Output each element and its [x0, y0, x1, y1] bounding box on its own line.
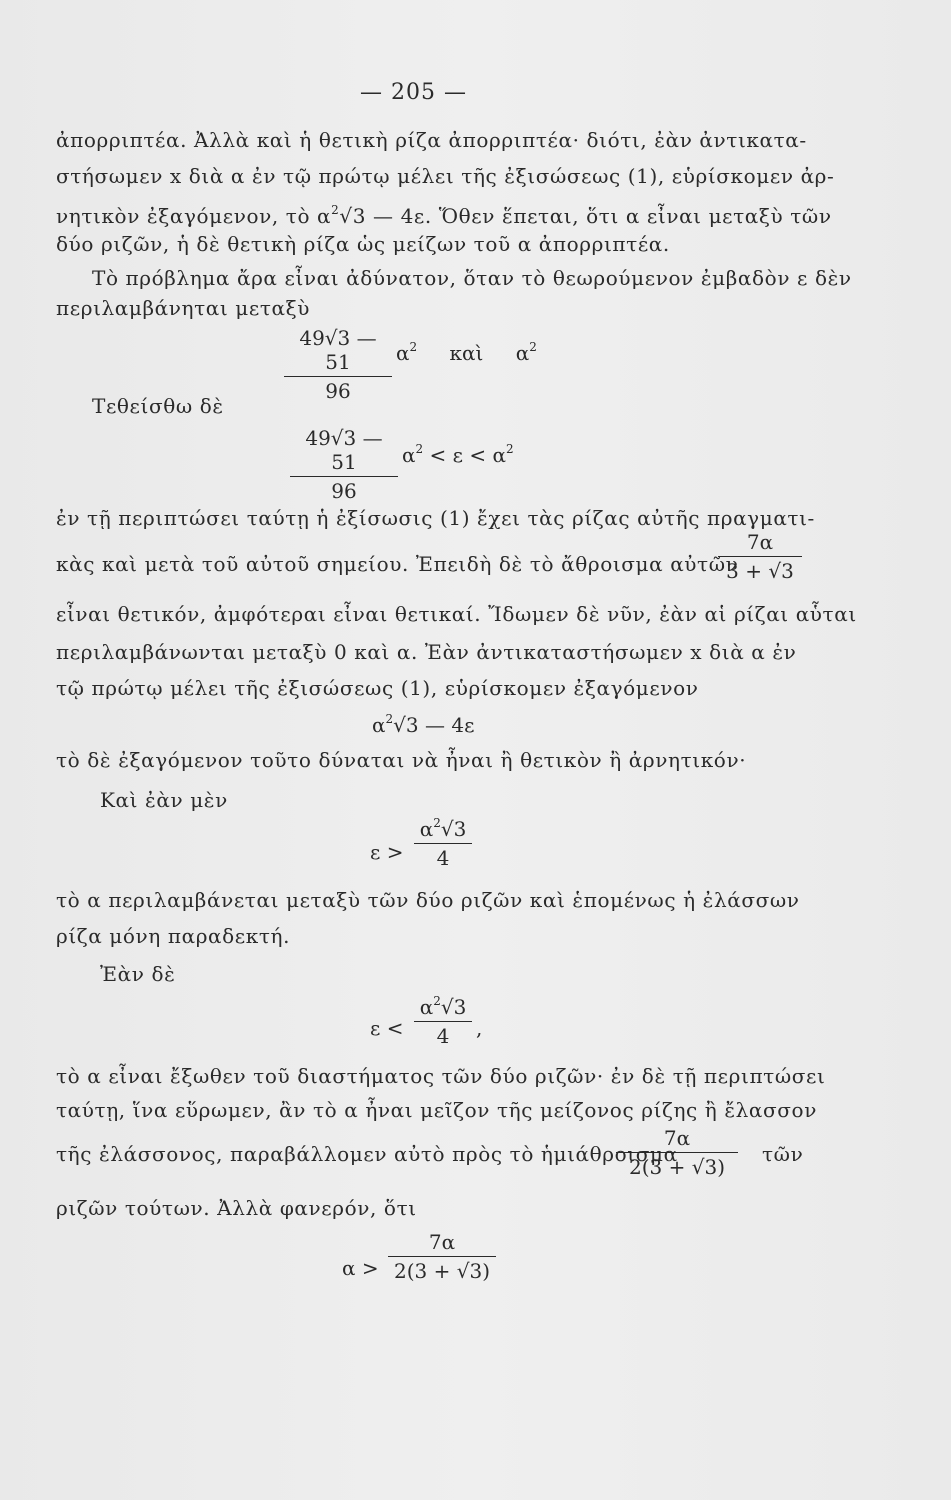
text-line: τῆς ἐλάσσονος, παραβάλλομεν αὐτὸ πρὸς τὸ ἡμιάθροισμα — [56, 1142, 678, 1166]
exponent: 2 — [529, 340, 537, 354]
variable: α — [515, 341, 530, 365]
text-line: δύο ριζῶν, ἡ δὲ θετικὴ ρίζα ὡς μείζων τοῦ α ἀπορριπτέα. — [56, 232, 670, 256]
text-line: Τὸ πρόβλημα ἄρα εἶναι ἀδύνατον, ὅταν τὸ θεωρούμενον ἐμβαδὸν ε δὲν — [92, 266, 852, 290]
numerator: 7α — [616, 1126, 738, 1153]
radical: √3 — [440, 817, 467, 841]
denominator: 96 — [325, 379, 351, 403]
inequality: < ε < α — [429, 443, 506, 467]
punctuation: , — [476, 1016, 483, 1040]
text-line: περιλαμβάνωνται μεταξὺ 0 καὶ α. Ἐὰν ἀντικαταστήσωμεν x διὰ α ἐν — [56, 640, 797, 664]
text-line: Τεθείσθω δὲ — [92, 394, 224, 418]
variable: α — [396, 341, 410, 365]
text-line: ρίζα μόνη παραδεκτή. — [56, 924, 291, 948]
fraction — [414, 816, 472, 870]
text-line: περιλαμβάνηται μεταξὺ — [56, 296, 310, 320]
numerator: 7α — [388, 1230, 496, 1257]
math-expression — [372, 712, 474, 737]
fraction — [414, 994, 472, 1048]
exponent: 2 — [433, 816, 441, 830]
expression: √3 — 4ε — [393, 713, 475, 737]
math-expression — [396, 340, 537, 365]
exponent: 2 — [433, 994, 441, 1008]
text-line: εἶναι θετικόν, ἀμφότεραι εἶναι θετικαί. Ἴδωμεν δὲ νῦν, ἐὰν αἱ ρίζαι αὗται — [56, 602, 857, 626]
text-line: τῷ πρώτῳ μέλει τῆς ἐξισώσεως (1), εὑρίσκομεν ἐξαγόμενον — [56, 676, 699, 700]
numerator: 49√3 — 51 — [284, 326, 392, 377]
exponent: 2 — [415, 442, 424, 456]
fraction — [284, 326, 392, 403]
exponent: 2 — [409, 340, 418, 354]
fraction — [718, 530, 802, 583]
text-line: τὸ α περιλαμβάνεται μεταξὺ τῶν δύο ριζῶν καὶ ἑπομένως ἡ ἐλάσσων — [56, 888, 800, 912]
exponent: 2 — [385, 712, 394, 726]
numerator — [414, 816, 472, 844]
text-line: κὰς καὶ μετὰ τοῦ αὐτοῦ σημείου. Ἐπειδὴ δὲ τὸ ἄθροισμα αὐτῶν — [56, 552, 739, 576]
text-line: Καὶ ἐὰν μὲν — [100, 788, 228, 812]
numerator: 49√3 — 51 — [290, 426, 398, 477]
text-line: τῶν — [762, 1142, 804, 1166]
denominator: 4 — [436, 1024, 450, 1048]
radical: √3 — [440, 995, 467, 1019]
math-expression — [402, 442, 514, 467]
variable: α — [372, 713, 386, 737]
text-line: Ἐὰν δὲ — [100, 962, 176, 986]
inequality-lhs: α > — [342, 1256, 379, 1280]
inequality-lhs: ε < — [370, 1016, 404, 1040]
denominator: 4 — [436, 846, 450, 870]
denominator: 2(3 + √3) — [629, 1155, 725, 1179]
text-span: √3 — 4ε. Ὅθεν ἕπεται, ὅτι α εἶναι μεταξὺ τῶν — [339, 204, 832, 228]
text-line: τὸ δὲ ἐξαγόμενον τοῦτο δύναται νὰ ἦναι ἢ θετικὸν ἢ ἀρνητικόν· — [56, 748, 747, 772]
exponent: 2 — [505, 442, 514, 456]
fraction — [616, 1126, 738, 1179]
text-span: νητικὸν ἐξαγόμενον, τὸ α — [56, 204, 332, 228]
denominator: 3 + √3 — [726, 559, 794, 583]
conjunction: καὶ — [449, 341, 484, 365]
variable: α — [402, 443, 416, 467]
variable: α — [419, 817, 434, 841]
text-line: ταύτῃ, ἵνα εὕρωμεν, ἂν τὸ α ἦναι μεῖζον τῆς μείζονος ρίζης ἢ ἔλασσον — [56, 1098, 817, 1122]
text-line: τὸ α εἶναι ἔξωθεν τοῦ διαστήματος τῶν δύο ριζῶν· ἐν δὲ τῇ περιπτώσει — [56, 1064, 826, 1088]
text-line — [56, 198, 832, 228]
text-line: ἀπορριπτέα. Ἀλλὰ καὶ ἡ θετικὴ ρίζα ἀπορριπτέα· διότι, ἐὰν ἀντικατα- — [56, 128, 807, 152]
denominator: 96 — [331, 479, 357, 503]
denominator: 2(3 + √3) — [394, 1259, 490, 1283]
inequality-lhs: ε > — [370, 840, 404, 864]
variable: α — [419, 995, 434, 1019]
text-line: στήσωμεν x διὰ α ἐν τῷ πρώτῳ μέλει τῆς ἐξισώσεως (1), εὑρίσκομεν ἀρ- — [56, 164, 835, 188]
page-number: — 205 — — [360, 80, 467, 105]
text-line: ἐν τῇ περιπτώσει ταύτῃ ἡ ἐξίσωσις (1) ἔχει τὰς ρίζας αὐτῆς πραγματι- — [56, 506, 815, 530]
text-line: ριζῶν τούτων. Ἀλλὰ φανερόν, ὅτι — [56, 1196, 417, 1220]
fraction — [290, 426, 398, 503]
numerator: 7α — [718, 530, 802, 557]
exponent: 2 — [331, 203, 340, 217]
numerator — [414, 994, 472, 1022]
fraction — [388, 1230, 496, 1283]
